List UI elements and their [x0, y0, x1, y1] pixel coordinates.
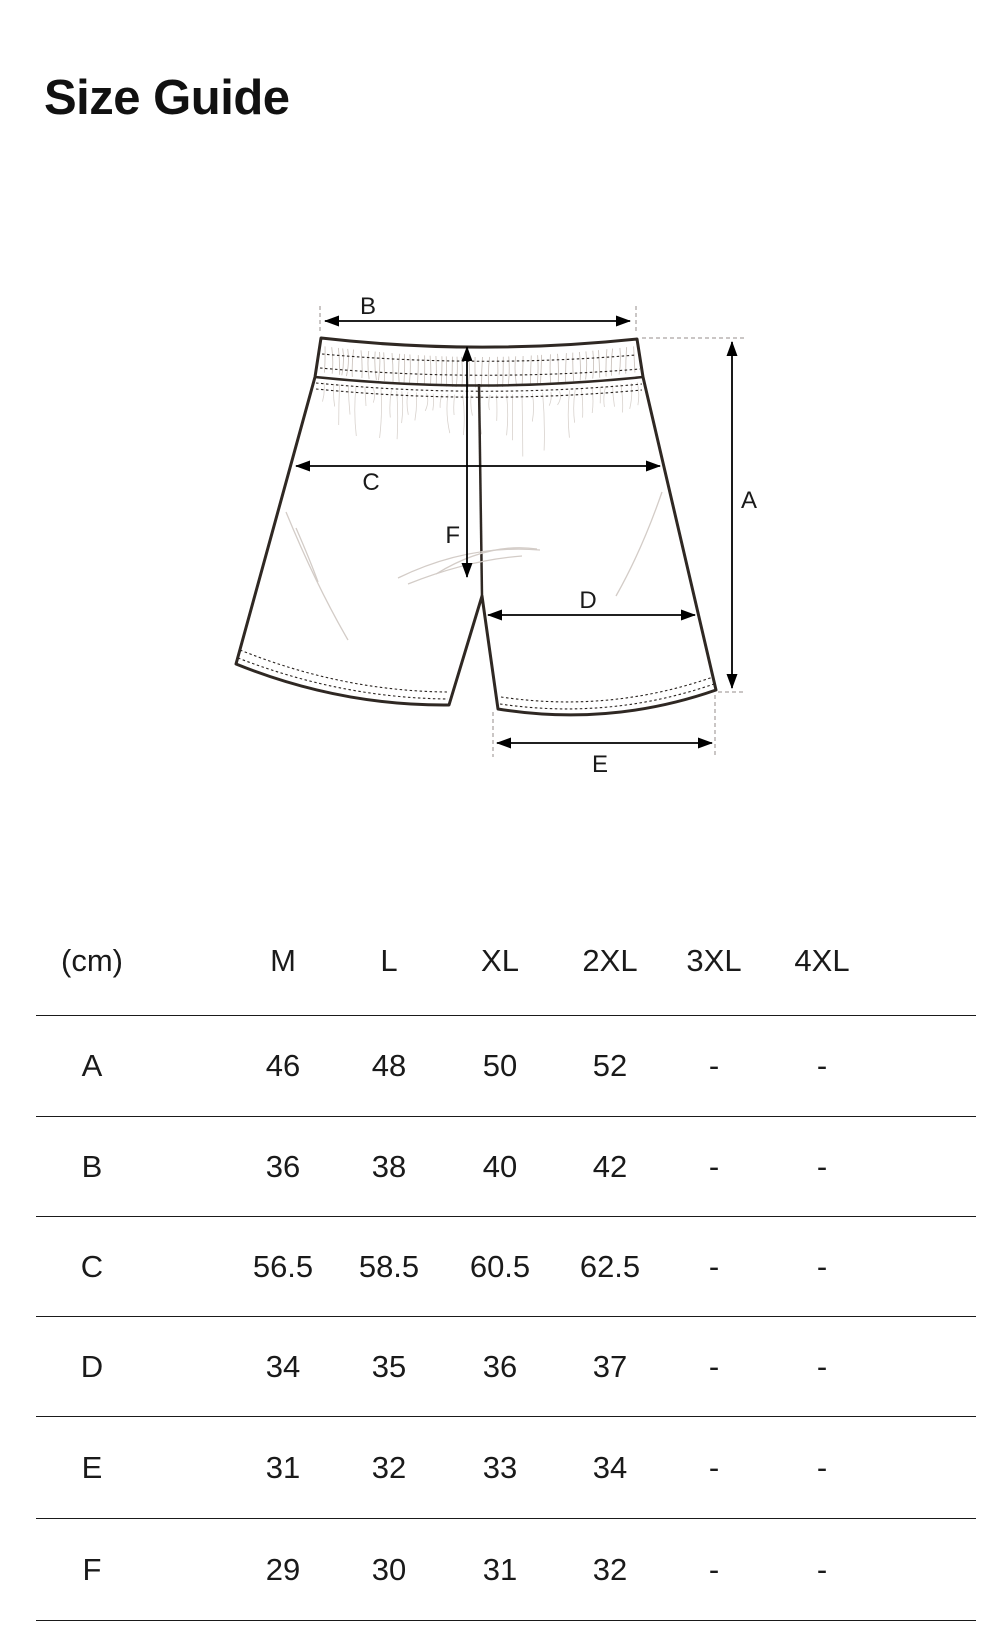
cell-value: 50: [482, 1048, 518, 1083]
row-label: F: [82, 1551, 102, 1587]
cell-value: 48: [371, 1048, 407, 1083]
cell-value: 46: [265, 1048, 301, 1083]
table-row: [36, 1417, 976, 1519]
col-header-xl: XL: [481, 942, 519, 978]
cell-value: 38: [371, 1148, 407, 1184]
col-header-3xl: 3XL: [686, 942, 742, 978]
cell-value: -: [816, 1248, 828, 1284]
table-row: [36, 1317, 976, 1417]
col-header-l: L: [380, 942, 398, 978]
cell-value: -: [816, 1348, 828, 1384]
cell-value: -: [708, 1048, 720, 1083]
page-title: Size Guide: [44, 71, 290, 125]
cell-value: -: [816, 1148, 828, 1184]
cell-value: -: [708, 1248, 720, 1284]
row-label: B: [81, 1148, 103, 1184]
table-row: [36, 1117, 976, 1217]
measure-label-c: C: [362, 469, 380, 496]
cell-value: 31: [482, 1551, 518, 1587]
table-row: [36, 1016, 976, 1117]
cell-value: -: [816, 1449, 828, 1485]
measure-label-f: F: [445, 522, 460, 549]
unit-header: (cm): [61, 942, 123, 978]
col-header-m: M: [270, 942, 296, 978]
cell-value: 52: [592, 1048, 628, 1083]
row-label: A: [81, 1048, 103, 1083]
shorts-measurement-diagram: [200, 270, 800, 800]
cell-value: 32: [592, 1551, 628, 1587]
cell-value: 62.5: [579, 1248, 641, 1284]
measure-label-e: E: [591, 751, 609, 778]
row-label: C: [80, 1248, 104, 1284]
cell-value: 36: [265, 1148, 301, 1184]
size-table: [36, 906, 976, 1621]
measure-label-a: A: [741, 487, 758, 514]
cell-value: 56.5: [252, 1248, 314, 1284]
table-row: [36, 1217, 976, 1317]
cell-value: -: [708, 1449, 720, 1485]
cell-value: 60.5: [469, 1248, 531, 1284]
measure-label-b: B: [359, 293, 377, 320]
cell-value: -: [708, 1551, 720, 1587]
cell-value: 58.5: [358, 1248, 420, 1284]
measure-label-d: D: [579, 587, 597, 614]
cell-value: 30: [371, 1551, 407, 1587]
cell-value: 34: [592, 1449, 628, 1485]
cell-value: 32: [371, 1449, 407, 1485]
cell-value: 29: [265, 1551, 301, 1587]
cell-value: 35: [371, 1348, 407, 1384]
cell-value: -: [816, 1551, 828, 1587]
cell-value: -: [708, 1348, 720, 1384]
cell-value: 31: [265, 1449, 301, 1485]
table-header-row: [36, 906, 976, 1016]
cell-value: -: [708, 1148, 720, 1184]
cell-value: 36: [482, 1348, 518, 1384]
cell-value: -: [816, 1048, 828, 1083]
col-header-4xl: 4XL: [794, 942, 850, 978]
cell-value: 42: [592, 1148, 628, 1184]
cell-value: 34: [265, 1348, 301, 1384]
shorts-outline: [236, 338, 716, 715]
cell-value: 40: [482, 1148, 518, 1184]
table-row: [36, 1519, 976, 1621]
col-header-2xl: 2XL: [582, 942, 638, 978]
cell-value: 33: [482, 1449, 518, 1485]
cell-value: 37: [592, 1348, 628, 1384]
row-label: D: [80, 1348, 104, 1384]
row-label: E: [81, 1449, 103, 1485]
